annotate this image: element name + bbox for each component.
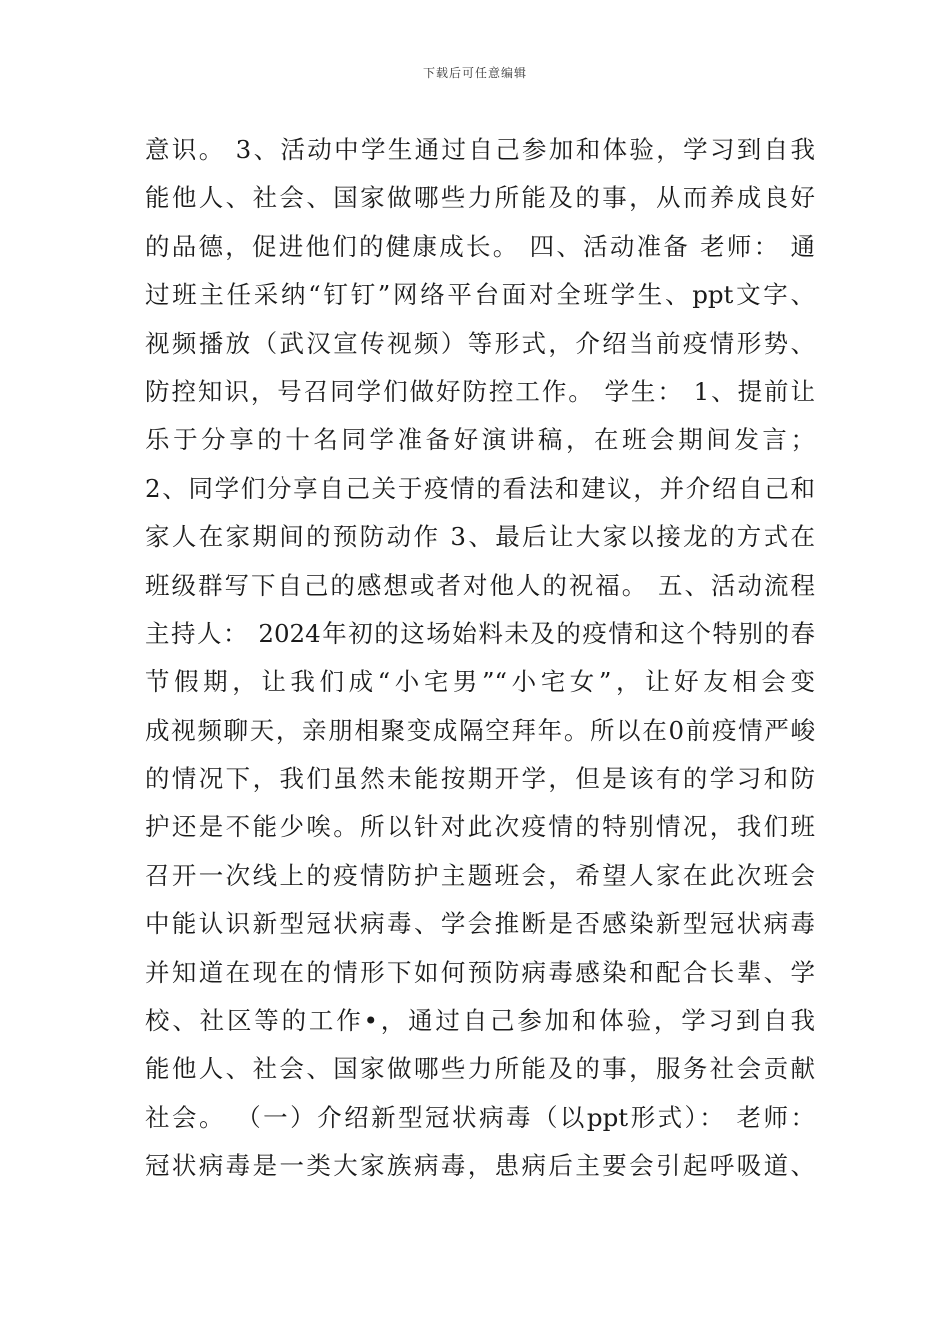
- text-line: 中能认识新型冠状病毒、学会推断是否感染新型冠状病毒: [145, 909, 815, 939]
- text-line: 主持人： 2024年初的这场始料未及的疫情和这个特别的春: [145, 618, 815, 648]
- text-line: 社会。 （一）介绍新型冠状病毒（以ppt形式）： 老师：: [145, 1102, 815, 1132]
- text-line: 乐于分享的十名同学准备好演讲稿，在班会期间发言；: [145, 425, 815, 455]
- text-line: 班级群写下自己的感想或者对他人的祝福。 五、活动流程: [145, 570, 815, 600]
- text-line: 校、社区等的工作•，通过自己参加和体验，学习到自我: [145, 1006, 815, 1036]
- text-line: 过班主任采纳“钉钉”网络平台面对全班学生、ppt文字、: [145, 280, 815, 310]
- text-line: 节假期，让我们成“小宅男”“小宅女”，让好友相会变: [145, 667, 815, 697]
- text-line: 意识。 3、活动中学生通过自己参加和体验，学习到自我: [145, 135, 815, 164]
- text-line: 护还是不能少唉。所以针对此次疫情的特别情况，我们班: [145, 812, 815, 842]
- text-line: 并知道在现在的情形下如何预防病毒感染和配合长辈、学: [145, 957, 815, 987]
- body-text: [145, 126, 815, 1191]
- text-line: 成视频聊天，亲朋相聚变成隔空拜年。所以在0前疫情严峻: [145, 715, 815, 745]
- text-line: 冠状病毒是一类大家族病毒，患病后主要会引起呼吸道、: [145, 1151, 815, 1181]
- text-line: 防控知识，号召同学们做好防控工作。 学生： 1、提前让: [145, 376, 815, 406]
- text-line: 的情况下，我们虽然未能按期开学，但是该有的学习和防: [145, 764, 815, 794]
- text-line: 2、同学们分享自己关于疫情的看法和建议，并介绍自己和: [145, 473, 815, 503]
- header-note: 下载后可任意编辑: [422, 66, 527, 80]
- text-line: 视频播放（武汉宣传视频）等形式，介绍当前疫情形势、: [145, 328, 815, 358]
- text-line: 能他人、社会、国家做哪些力所能及的事，从而养成良好: [145, 183, 815, 213]
- text-line: 能他人、社会、国家做哪些力所能及的事，服务社会贡献: [145, 1054, 815, 1084]
- text-line: 家人在家期间的预防动作 3、最后让大家以接龙的方式在: [145, 522, 815, 552]
- text-line: 的品德，促进他们的健康成长。 四、活动准备 老师： 通: [145, 231, 815, 261]
- text-line: 召开一次线上的疫情防护主题班会，希望人家在此次班会: [145, 860, 815, 890]
